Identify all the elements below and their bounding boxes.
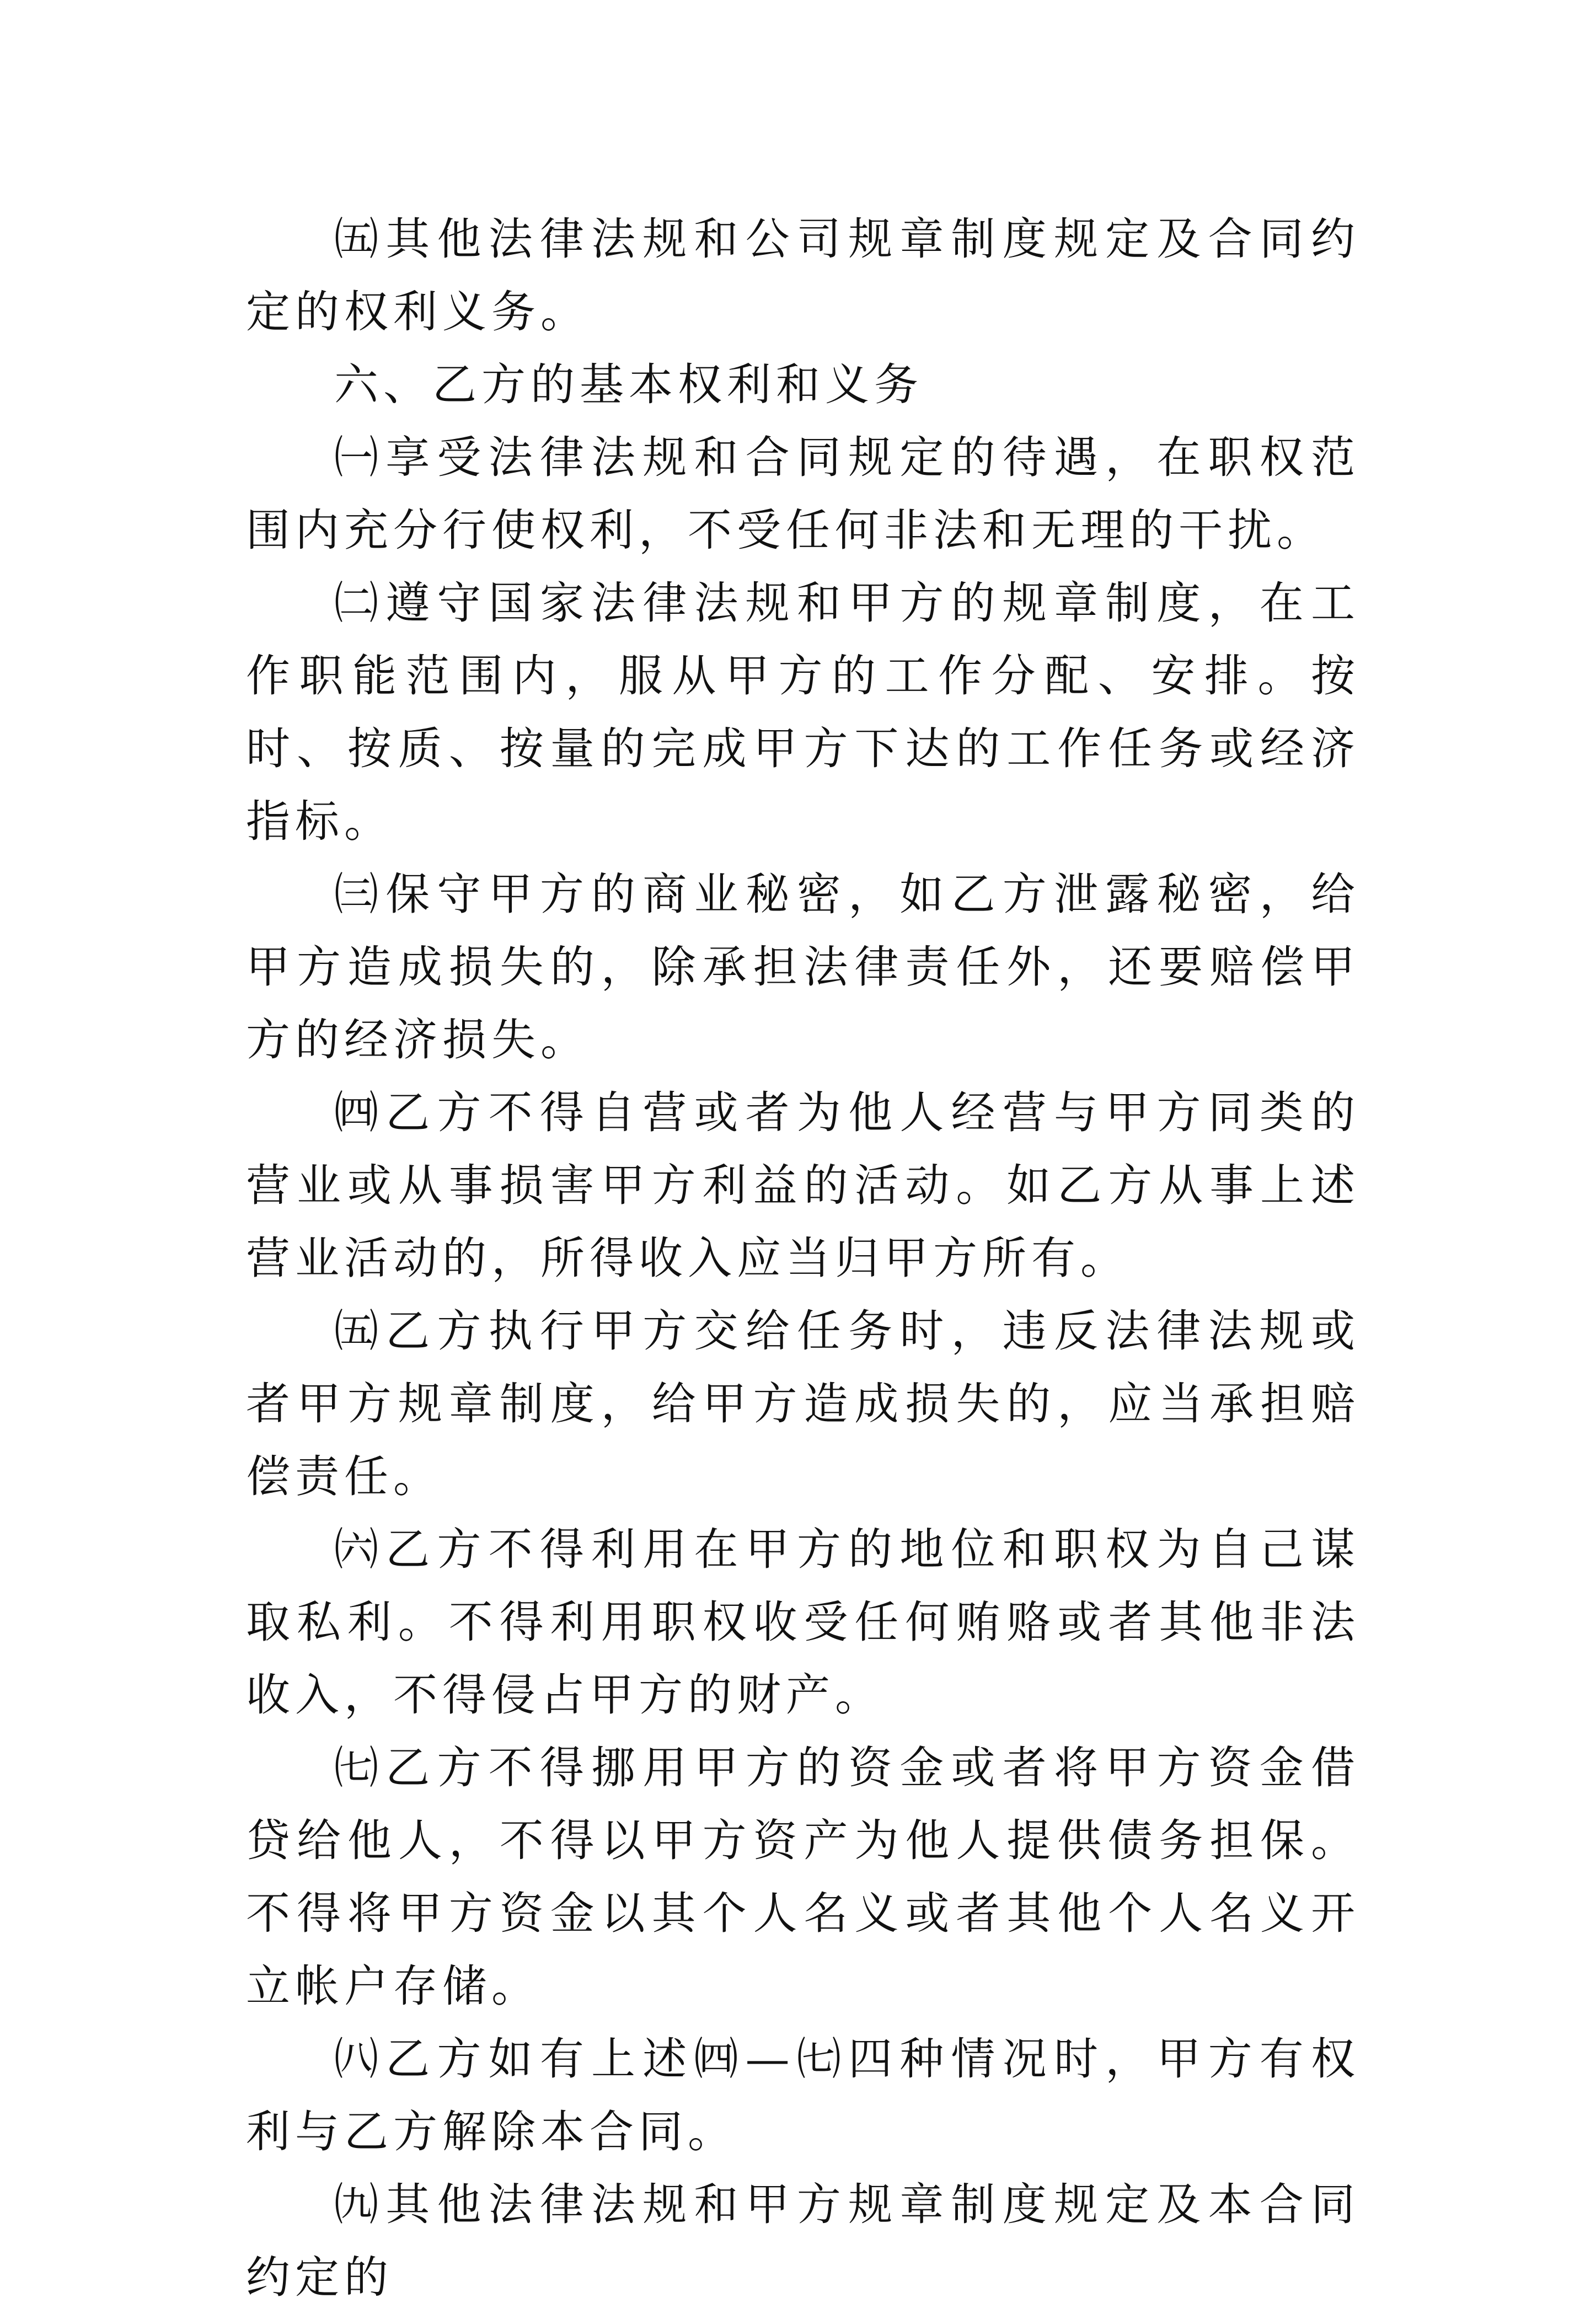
document-body xyxy=(246,203,1360,2314)
paragraph-clause-5: ㈤乙方执行甲方交给任务时，违反法律法规或者甲方规章制度，给甲方造成损失的，应当承担赔偿责任。 xyxy=(246,1305,1360,1502)
paragraph-clause-3: ㈢保守甲方的商业秘密，如乙方泄露秘密，给甲方造成损失的，除承担法律责任外，还要赔偿甲方的经济损失。 xyxy=(246,869,1360,1065)
paragraph-clause-2: ㈡遵守国家法律法规和甲方的规章制度，在工作职能范围内，服从甲方的工作分配、安排。按时、按质、按量的完成甲方下达的工作任务或经济指标。 xyxy=(246,577,1360,847)
paragraph-clause-9: ㈨其他法律法规和甲方规章制度规定及本合同约定的 xyxy=(246,2179,1360,2303)
paragraph-clause-5-company-rights: ㈤其他法律法规和公司规章制度规定及合同约定的权利义务。 xyxy=(246,213,1360,338)
paragraph-clause-1: ㈠享受法律法规和合同规定的待遇，在职权范围内充分行使权利，不受任何非法和无理的干扰。 xyxy=(246,432,1360,556)
paragraph-clause-7: ㈦乙方不得挪用甲方的资金或者将甲方资金借贷给他人，不得以甲方资产为他人提供债务担保。不得将甲方资金以其个人名义或者其他个人名义开立帐户存储。 xyxy=(246,1742,1360,2012)
paragraph-clause-4: ㈣乙方不得自营或者为他人经营与甲方同类的营业或从事损害甲方利益的活动。如乙方从事上述营业活动的，所得收入应当归甲方所有。 xyxy=(246,1087,1360,1284)
section-heading-party-b-rights: 六、乙方的基本权利和义务 xyxy=(334,359,923,410)
paragraph-clause-8: ㈧乙方如有上述㈣—㈦四种情况时，甲方有权利与乙方解除本合同。 xyxy=(246,2033,1360,2157)
paragraph-clause-6: ㈥乙方不得利用在甲方的地位和职权为自己谋取私利。不得利用职权收受任何贿赂或者其他非法收入，不得侵占甲方的财产。 xyxy=(246,1524,1360,1721)
